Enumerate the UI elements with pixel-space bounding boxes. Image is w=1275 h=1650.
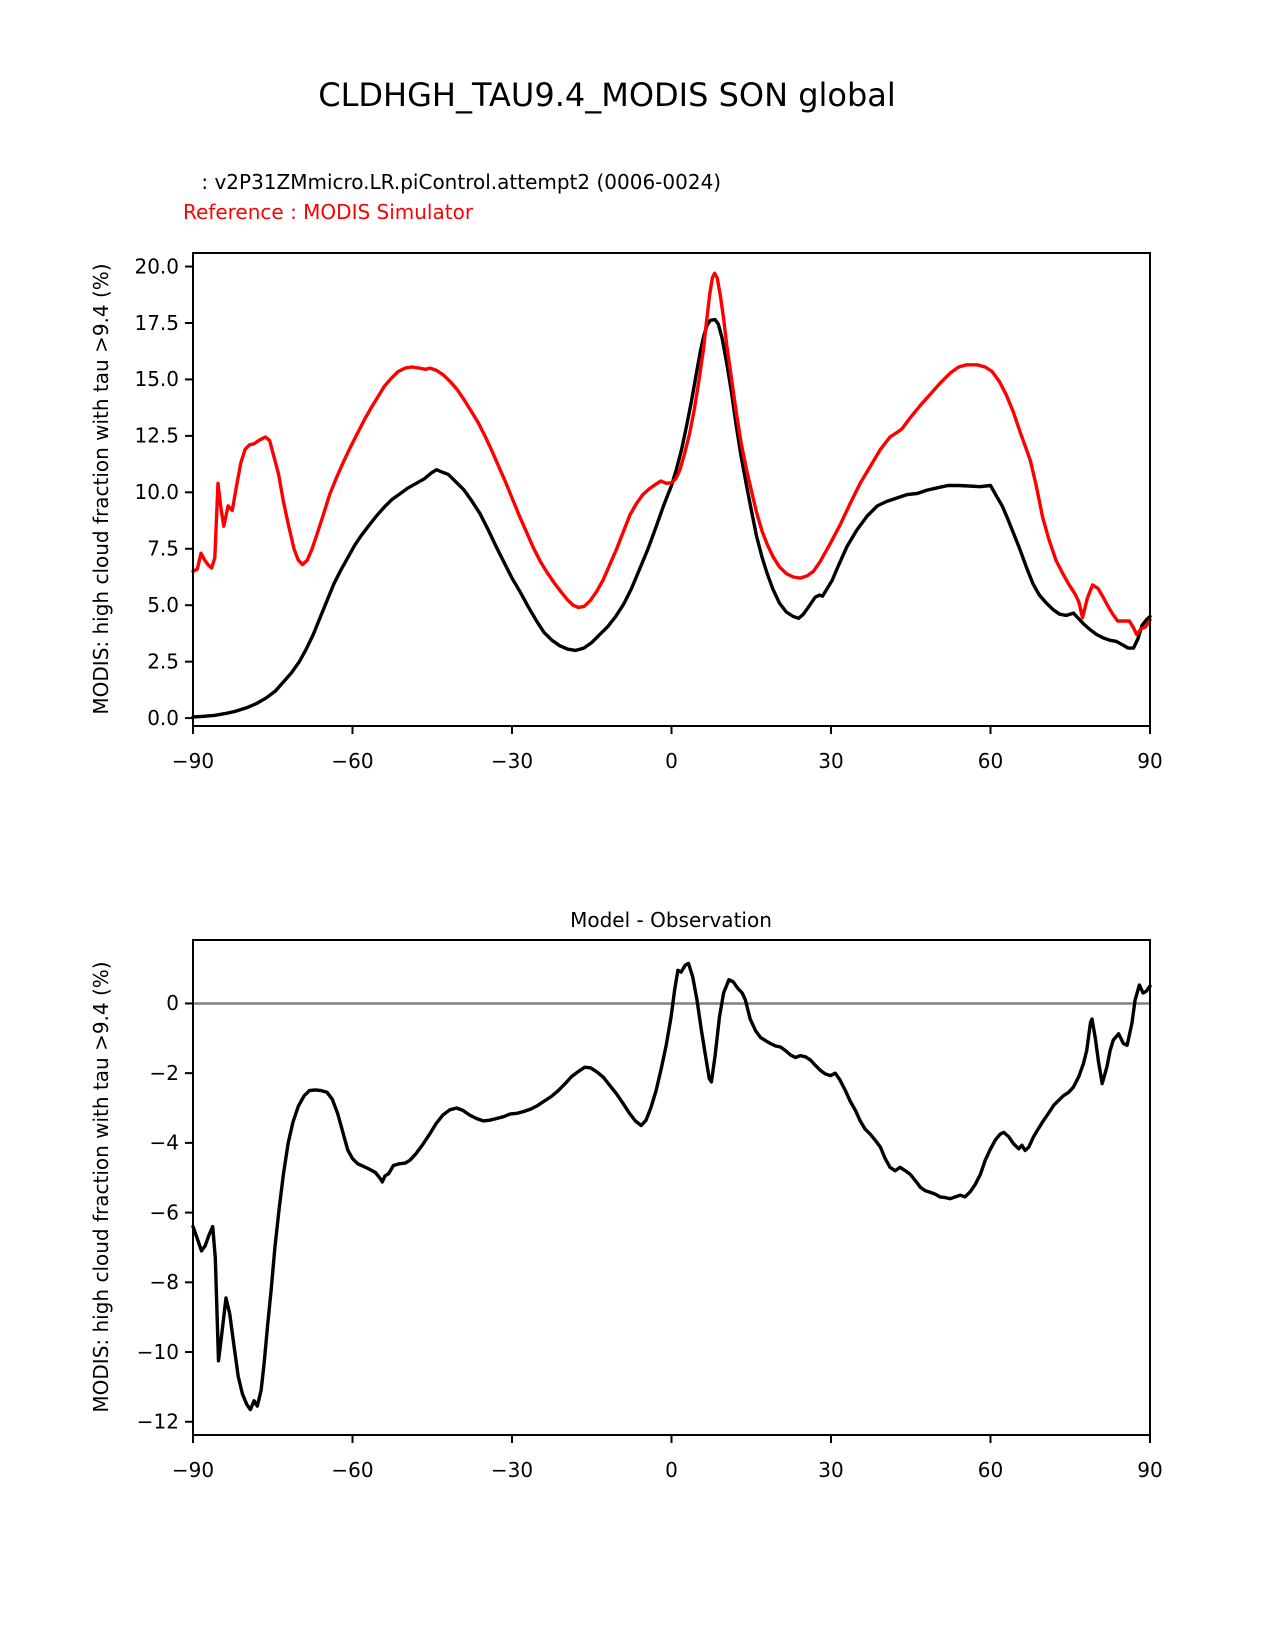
top-x-tick-label: 60: [977, 749, 1004, 774]
top-x-tick-label: 90: [1137, 749, 1163, 774]
top-chart-ylabel: MODIS: high cloud fraction with tau >9.4 (%): [89, 263, 113, 715]
top-x-tick-label: −30: [490, 749, 534, 774]
top-y-tick-label: 17.5: [134, 310, 179, 335]
bottom-x-tick-label: −90: [171, 1458, 215, 1483]
top-y-tick-label: 15.0: [134, 367, 179, 392]
page-title: CLDHGH_TAU9.4_MODIS SON global: [318, 76, 896, 114]
bottom-x-tick-label: 60: [977, 1458, 1004, 1483]
top-y-tick-label: 0.0: [147, 705, 179, 730]
bottom-x-tick-label: 90: [1137, 1458, 1163, 1483]
subtitle-reference: Reference : MODIS Simulator: [183, 200, 474, 224]
top-y-tick-label: 10.0: [134, 480, 179, 505]
bottom-chart-title: Model - Observation: [570, 908, 772, 932]
top-y-tick-label: 2.5: [147, 649, 179, 674]
top-y-tick-label: 5.0: [147, 593, 179, 618]
bottom-x-tick-label: −30: [490, 1458, 534, 1483]
bottom-y-tick-label: −4: [149, 1130, 179, 1155]
bottom-series-0-line: [193, 963, 1150, 1409]
bottom-y-tick-label: −10: [136, 1339, 179, 1364]
bottom-y-tick-label: 0: [166, 991, 179, 1016]
bottom-y-tick-label: −6: [149, 1200, 179, 1225]
top-series-0-line: [193, 320, 1150, 717]
bottom-y-tick-label: −2: [149, 1060, 179, 1085]
bottom-x-tick-label: 30: [818, 1458, 844, 1483]
top-x-tick-label: 0: [665, 749, 678, 774]
bottom-x-tick-label: 0: [665, 1458, 678, 1483]
top-y-tick-label: 20.0: [134, 254, 179, 279]
top-x-tick-label: −60: [331, 749, 374, 774]
top-y-tick-label: 7.5: [147, 536, 179, 561]
top-y-tick-label: 12.5: [134, 423, 179, 448]
top-x-tick-label: −90: [171, 749, 215, 774]
bottom-x-tick-label: −60: [331, 1458, 374, 1483]
bottom-chart-ylabel: MODIS: high cloud fraction with tau >9.4 (%): [89, 961, 113, 1413]
top-x-tick-label: 30: [818, 749, 844, 774]
bottom-y-tick-label: −8: [149, 1270, 179, 1295]
subtitle-model-case: : v2P31ZMmicro.LR.piControl.attempt2 (0006-0024): [195, 170, 722, 194]
bottom-y-tick-label: −12: [136, 1409, 179, 1434]
